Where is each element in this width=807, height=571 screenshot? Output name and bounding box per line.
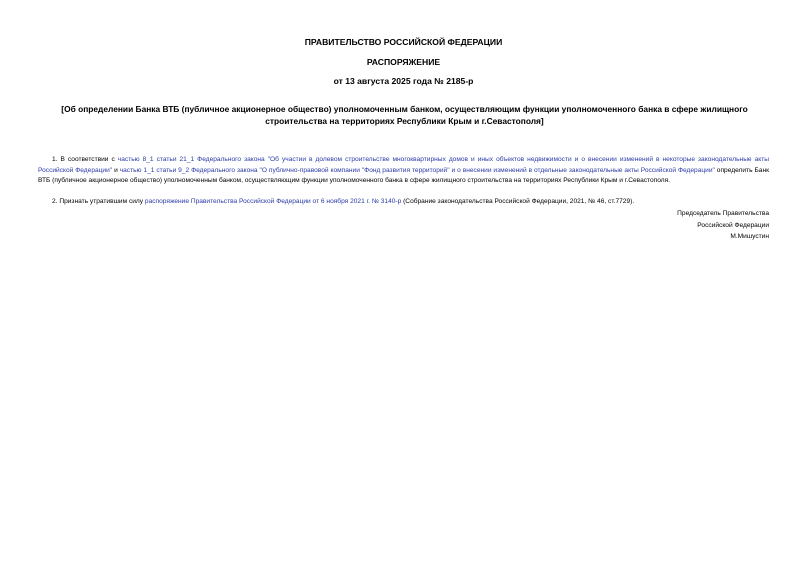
order-3140r-link[interactable]: распоряжение Правительства Российской Федерации от 6 ноября 2021 г. № 3140-р xyxy=(144,198,402,205)
signatory-position-line1: Председатель Правительства xyxy=(677,210,769,217)
document-title: [Об определении Банка ВТБ (публичное акционерное общество) уполномоченным банком, осуществляющим функции уполномоченного банка в сфере жилищного строительства на территориях Республики Крым и г.Севастополя] xyxy=(61,104,748,126)
paragraph-2-text-end: (Собрание законодательства Российской Федерации, 2021, № 46, ст.7729). xyxy=(401,198,635,205)
signatory-position-line2: Российской Федерации xyxy=(697,221,769,229)
signatory-name: М.Мишустин xyxy=(730,233,769,240)
signature-block xyxy=(677,208,769,243)
document-type-heading: РАСПОРЯЖЕНИЕ xyxy=(366,57,441,67)
government-heading: ПРАВИТЕЛЬСТВО РОССИЙСКОЙ ФЕДЕРАЦИИ xyxy=(304,37,503,47)
paragraph-1 xyxy=(38,155,769,187)
paragraph-2-text-start: 2. Признать утратившим силу xyxy=(52,198,145,205)
paragraph-1-text-end: определить Банк ВТБ (публичное акционерное общество) уполномоченным банком, осуществляющим функции уполномоченного банка в сфере жилищного строительства на территориях Республики Крым и г.Севастополя. xyxy=(38,166,769,184)
paragraph-1-text-and: и xyxy=(112,166,120,174)
paragraph-1-text-start: 1. В соответствии с xyxy=(52,156,118,163)
law-link-218fz[interactable]: частью 1_1 статьи 9_2 Федерального закона "О публично-правовой компании "Фонд развития территорий" и о внесении изменений в отдельные законодательные акты Российской Федерации" xyxy=(119,166,715,174)
document-date-number: от 13 августа 2025 года № 2185-р xyxy=(333,76,474,86)
paragraph-2 xyxy=(38,197,769,208)
law-link-214fz[interactable]: частью 8_1 статьи 21_1 Федерального закона "Об участии в долевом строительстве многоквартирных домов и иных объектов недвижимости и о внесении изменений в некоторые законодательные акты Российской Федерации" xyxy=(38,156,769,174)
